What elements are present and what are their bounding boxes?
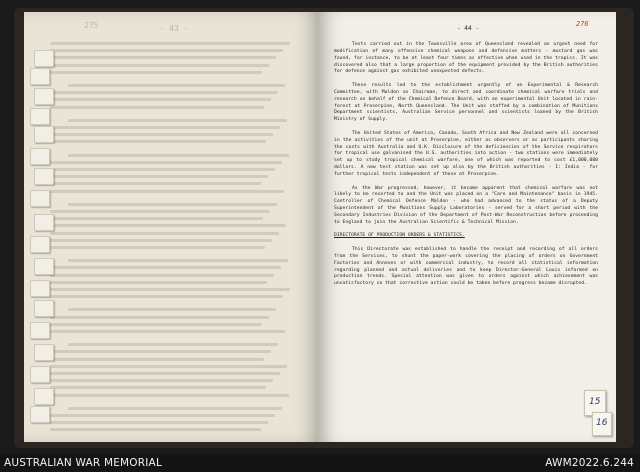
- faded-text-line: [50, 372, 280, 375]
- faded-text-line: [50, 281, 267, 284]
- index-tab: [34, 214, 54, 231]
- faded-text-line: [50, 42, 290, 45]
- faded-text-line: [68, 308, 276, 311]
- faded-text-line: [50, 274, 274, 277]
- paragraph: These results led to the establishment urgently of an Experimental & Research Committee, with Maldon as Chairman, to direct and coordinate chemical warfare trials and research on behalf of the Chemical Defence Board, with an experimental Unit located in rain-forest at Proserpine, North Queensland. The Unit was staffed by a combination of Munitions Department scientists, Australian Service personnel and scientists loaned by the British Ministry of Supply.: [334, 83, 598, 123]
- index-tab: [30, 366, 50, 383]
- faded-text-line: [50, 232, 279, 235]
- faded-text-line: [68, 259, 288, 262]
- faded-text-line: [50, 295, 283, 298]
- faded-text-line: [50, 350, 271, 353]
- page-stamp: 276: [576, 20, 589, 28]
- faded-text-line: [50, 161, 282, 164]
- left-page-number: - 43 -: [159, 24, 189, 33]
- footer-credit: AUSTRALIAN WAR MEMORIAL: [4, 457, 162, 469]
- page-body: [334, 42, 598, 295]
- faded-text-line: [50, 358, 264, 361]
- faded-text-line: [50, 91, 278, 94]
- faded-text-line: [50, 239, 272, 242]
- right-page: [318, 12, 616, 442]
- faded-text-line: [68, 203, 277, 206]
- faded-text-line: [50, 394, 289, 397]
- index-tab: [34, 126, 54, 143]
- index-tab: [34, 388, 54, 405]
- index-tab: [30, 406, 50, 423]
- faded-text-line: [50, 210, 270, 213]
- faded-text-line: [50, 288, 290, 291]
- index-tab: [30, 108, 50, 125]
- faded-text-line: [50, 386, 266, 389]
- faded-text-line: [50, 182, 261, 185]
- faded-text-line: [50, 330, 285, 333]
- index-tab: [34, 300, 54, 317]
- slip-number: 15: [589, 397, 601, 407]
- faded-text-line: [50, 323, 262, 326]
- faded-text-line: [50, 140, 266, 143]
- faded-text-line: [50, 414, 275, 417]
- faded-text-line: [50, 421, 268, 424]
- faded-text-line: [68, 407, 282, 410]
- margin-slip: [592, 412, 612, 436]
- faded-text-line: [68, 84, 285, 87]
- index-tab: [30, 236, 50, 253]
- faded-text-line: [50, 365, 287, 368]
- footer-accession-number: AWM2022.6.244: [545, 457, 634, 469]
- page-number: - 44 -: [456, 25, 480, 32]
- faded-text-line: [50, 56, 276, 59]
- left-page: [24, 12, 324, 442]
- index-tab: [30, 280, 50, 297]
- faded-text-line: [68, 119, 287, 122]
- faded-text-line: [68, 343, 278, 346]
- faded-text-line: [50, 175, 268, 178]
- faded-text-line: [50, 71, 262, 74]
- faded-text-line: [50, 266, 281, 269]
- faded-text-line: [50, 64, 269, 67]
- index-tab: [30, 148, 50, 165]
- faded-text-line: [50, 428, 261, 431]
- faded-text-line: [50, 133, 273, 136]
- faded-text-line: [50, 106, 264, 109]
- paragraph: This Directorate was established to handle the receipt and recording of all orders from the Services, to shunt the paper-work covering the placing of orders on Government Factories and Annexes or with commercial industry, to record all statistical information regarding planned and actual deliveries and to keep Director-General Louis informed on production trends. Special attention was given to orders against which achievement was unsatisfactory so that corrective action could be taken before progress became disrupted.: [334, 247, 598, 287]
- index-tab: [34, 88, 54, 105]
- left-page-stamp: 275: [84, 21, 99, 30]
- slip-number: 16: [596, 418, 608, 428]
- paragraph: The United States of America, Canada, South Africa and New Zealand were all concerned in the activities of the unit at Proserpine, either as observers or as participants sharing the costs with Australia and U.K. Disclosure of the deficiencies of the Service respirators for tropical use galvanised the U.S. authorities into action - two stations were immediately set up to study tropical chemical warfare, one of which was reported to cost £1,000,000 dollars. A new test station was set up also by the British authorities - I: India - for further tropical tests independent of those at Proserpine.: [334, 130, 598, 177]
- faded-text-line: [50, 246, 265, 249]
- faded-text-line: [50, 98, 271, 101]
- faded-text-line: [50, 126, 280, 129]
- faded-text-line: [50, 49, 283, 52]
- index-tab: [34, 344, 54, 361]
- index-tab: [34, 258, 54, 275]
- section-heading: DIRECTORATE OF PRODUCTION ORDERS & STATISTICS.: [334, 233, 465, 239]
- paragraph: Tests carried out in the Townsville area of Queensland revealed an urgent need for modification of many offensive chemical weapons and defensive matters - mustard gas was found, for instance, to be at least four times as effective when used in the tropics. It was discovered also that a large proportion of the equipment provided by the British authorities for defence against gas exhibited unexpected defects.: [334, 42, 598, 75]
- index-tab: [34, 168, 54, 185]
- faded-text-line: [50, 316, 269, 319]
- index-tab: [34, 50, 54, 67]
- footer-bar: [0, 454, 640, 472]
- index-tab: [30, 190, 50, 207]
- faded-text-line: [50, 224, 286, 227]
- index-tab: [30, 322, 50, 339]
- faded-text-line: [50, 168, 275, 171]
- index-tab: [30, 68, 50, 85]
- faded-text-line: [50, 379, 273, 382]
- faded-text-line: [68, 154, 289, 157]
- faded-text-line: [50, 217, 263, 220]
- paragraph: As the War progressed, however, it became apparent that chemical warfare was not likely to be resorted to and the Unit was placed on a "Care and Maintenance" basis in 1945. Controller of Chemical Defence Maldon - who had advanced to the status of a Deputy Superintendent of the Munitions Supply Laboratories - served for a short period with the Secondary Industries Division of the Department of Post-War Reconstruction before proceeding to England to join the Australian Scientific & Technical Mission.: [334, 185, 598, 225]
- faded-text-line: [50, 190, 284, 193]
